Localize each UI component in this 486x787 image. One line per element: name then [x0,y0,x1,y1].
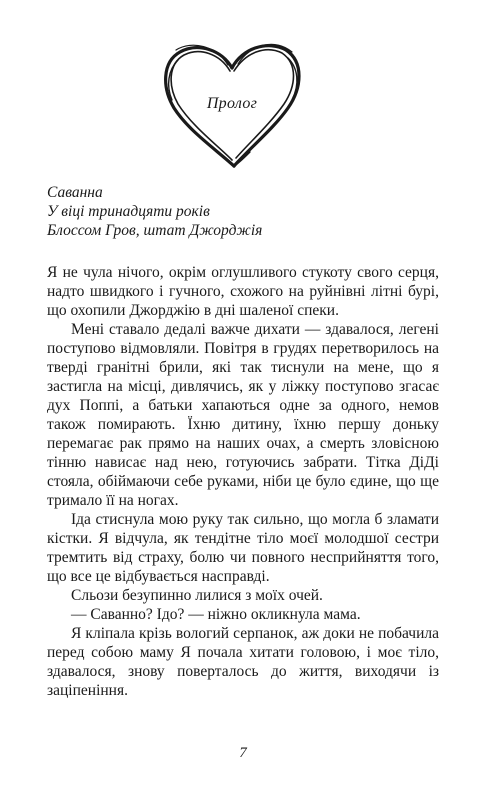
heading-age: У віці тринадцяти років [47,203,210,220]
paragraph: Сльози безупинно лилися з моїх очей. [71,587,323,604]
heading-place: Блоссом Гров, штат Джорджія [47,222,263,239]
chapter-body [47,263,439,700]
chapter-heart-emblem [158,38,306,172]
page-number: 7 [239,745,247,761]
paragraph: Мені ставало дедалі важче дихати — здавалося, легені поступово відмовляли. Повітря в грудях перетворилось на тверді гранітні брили, які так тиснули на мене, що я застигла на місці, дивлячись, як у ліжку поступово згасає дух Поппі, а батьки хапаються одне за одного, немов також помирають. Їхню дитину, їхню першу доньку перемагає рак прямо на наших очах, а смерть зловісною тінню нависає над нею, готуючись забрати. Тітка ДіДі стояла, обіймаючи себе руками, ніби це було єдине, що ще тримало її на ногах. [47,321,439,509]
paragraph: Я не чула нічого, окрім оглушливого стукоту свого серця, надто швидкого і гучного, схожого на руйнівні літні бурі, що охопили Джорджію в дні шаленої спеки. [47,264,439,319]
chapter-title: Пролог [206,95,258,112]
paragraph: — Саванно? Ідо? — ніжно окликнула мама. [71,606,361,623]
heading-name: Саванна [47,184,103,201]
paragraph: Я кліпала крізь вологий серпанок, аж доки не побачила перед собою маму Я почала хитати головою, і моє тіло, здавалося, знову поверталось до життя, виходячи із заціпеніння. [47,625,439,699]
paragraph: Іда стиснула мою руку так сильно, що могла б зламати кістки. Я відчула, як тендітне тіло моєї молодшої сестри тремтить від страху, болю чи повного несприйняття того, що все це відбувається насправді. [47,511,439,585]
chapter-heading [47,183,447,240]
